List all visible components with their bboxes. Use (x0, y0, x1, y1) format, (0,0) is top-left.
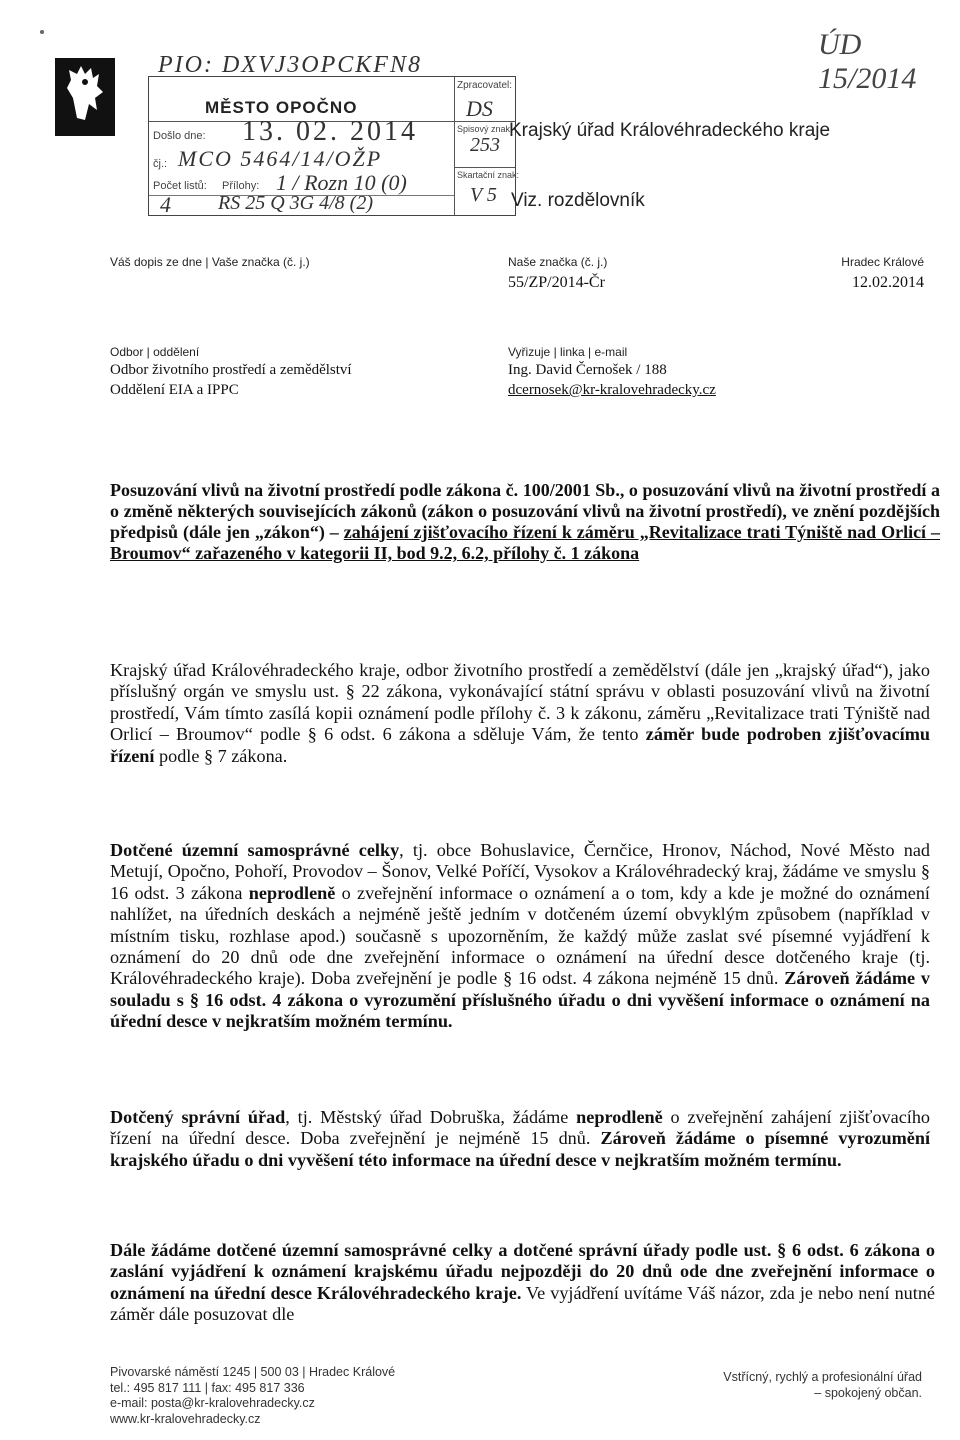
stamp-sheets-value: 4 (160, 192, 171, 217)
your-letter-label: Váš dopis ze dne | Vaše značka (č. j.) (110, 255, 310, 269)
footer-phone: tel.: 495 817 111 | fax: 495 817 336 (110, 1380, 305, 1395)
contact-email[interactable]: dcernosek@kr-kralovehradecky.cz (508, 382, 716, 398)
stamp-title: MĚSTO OPOČNO (205, 98, 358, 117)
footer-slogan-line2: – spokojený občan. (814, 1385, 922, 1400)
stamp-file-value: 253 (470, 134, 500, 156)
coat-of-arms-logo (55, 58, 115, 136)
footer-email[interactable]: e-mail: posta@kr-kralovehradecky.cz (110, 1396, 315, 1410)
p3-bold3: Zároveň žádáme o písemné vyrozumění krajského úřadu o dni vyvěšení této informace na úřední desce v nejkratším možném termínu. (110, 1128, 931, 1170)
authority-name: Krajský úřad Královéhradeckého kraje (509, 120, 831, 141)
p2-text-b: o zveřejnění informace o oznámení a o tom, kdy a kde je možné do oznámení nahlížet, na úředních deskách a nejméně ještě jedním v dotčeném území obvyklým způsobem (například v místním tisku, rozhlase apod.) současně s upozorněním, že každý může zaslat své písemné vyjádření k oznámení do 20 dnů ode dne zveřejnění informace o oznámení na úřední desce dotčeného kraje (tj. Královéhradeckého kraje). Doba zveřejnění je podle § 16 odst. 4 zákona nejméně 15 dnů. (110, 882, 930, 989)
recipient: Viz. rozdělovník (511, 190, 645, 211)
department-label: Odbor | oddělení (110, 345, 200, 359)
p3-text-b: o zveřejnění zahájení zjišťovacího řízení na úřední desce. Doba zveřejnění je nejméně 15 dnů. (110, 1107, 931, 1149)
handwritten-reference: ÚD 15/2014 (818, 28, 917, 95)
p3-bold2: neprodleně (576, 1107, 663, 1127)
stamp-handwriting-top: PIO: DXVJ3OPCKFN8 (158, 52, 422, 78)
stamp-bottom-value: RS 25 Q 3G 4/8 (2) (218, 192, 373, 214)
p3-bold1: Dotčený správní úřad (110, 1107, 286, 1127)
contact-label: Vyřizuje | linka | e-mail (508, 345, 628, 359)
footer-slogan (723, 1370, 922, 1401)
city-label: Hradec Králové (841, 255, 924, 269)
p4-text: Ve vyjádření uvítáme Váš názor, zda je nebo není nutné záměr dále posuzovat dle (110, 1282, 935, 1325)
stamp-attachments-label: Přílohy: (222, 180, 260, 192)
stamp-shred-label: Skartační znak: (457, 170, 520, 180)
footer-slogan-line1: Vstřícný, rychlý a profesionální úřad (723, 1370, 922, 1384)
p1-bold: záměr bude podroben zjišťovacímu řízení (110, 724, 931, 766)
stamp-sheets-label: Počet listů: (153, 180, 207, 192)
subject-part3: zahájení zjišťovacího řízení k záměru „Revitalizace trati Týniště nad Orlicí – Broumov“ zařazeného v kategorii II, bod 9.2, 6.2, přílohy č. 1 zákona (110, 522, 940, 563)
department-sub: Oddělení EIA a IPPC (110, 382, 239, 398)
stamp-ref-value: MCO 5464/14/OŽP (178, 146, 383, 171)
stamp-attachments-value: 1 / Rozn 10 (0) (276, 170, 407, 195)
stamp-shred-value: V 5 (470, 184, 497, 206)
footer-address: Pivovarské náměstí 1245 | 500 03 | Hradec Králové (110, 1365, 396, 1379)
p2-bold3: Zároveň žádáme v souladu s § 16 odst. 4 zákona o vyrozumění příslušného úřadu o dni vyvěšení informace o oznámení na úřední desce v nejkratším možném termínu. (110, 968, 930, 1032)
subject-part1: Posuzování vlivů na životní prostředí podle zákona č. 100/2001 Sb. (110, 480, 620, 500)
footer-web[interactable]: www.kr-kralovehradecky.cz (110, 1411, 261, 1426)
stamp-processor-value: DS (466, 96, 493, 121)
scan-dot (40, 30, 44, 34)
footer-contact (110, 1365, 395, 1427)
p1-text: Krajský úřad Královéhradeckého kraje, odbor životního prostředí a zemědělství (dále jen „krajský úřad“), jako příslušný orgán ve smyslu ust. § 22 zákona, vykonávající státní správu v oblasti posuzování vlivů na životní prostředí, Vám tímto zasílá kopii oznámení podle přílohy č. 3 k zákonu, záměru „Revitalizace trati Týniště nad Orlicí – Broumov“ podle § 6 odst. 6 zákona a sděluje Vám, že tento (110, 660, 930, 745)
contact-name: Ing. David Černošek / 188 (508, 362, 667, 378)
letter-subject (110, 480, 940, 564)
stamp-received-value: 13. 02. 2014 (242, 116, 418, 147)
stamp-received-label: Došlo dne: (153, 130, 206, 142)
p2-text-a: , tj. obce Bohuslavice, Černčice, Hronov, Náchod, Nové Město nad Metují, Opočno, Pohoří, Provodov – Šonov, Velké Poříčí, Vysokov a Královéhradecký kraj, žádáme ve smyslu § 16 odst. 3 zákona (110, 840, 930, 903)
stamp-file-label: Spisový znak: (457, 124, 513, 134)
p4-bold: Dále žádáme dotčené územní samosprávné celky a dotčené správní úřady podle ust. § 6 odst. 6 zákona o zaslání vyjádření k oznámení krajskému úřadu nejpozději do 20 dnů ode dne zveřejnění informace o oznámení na úřední desce Královéhradeckého kraje. (110, 1240, 935, 1303)
p3-text-a: , tj. Městský úřad Dobruška, žádáme (285, 1107, 577, 1127)
p1-end: podle § 7 zákona. (154, 745, 288, 766)
p2-bold1: Dotčené územní samosprávné celky (110, 840, 400, 860)
our-ref-label: Naše značka (č. j.) (508, 255, 608, 269)
paragraph-3 (110, 1107, 930, 1171)
paragraph-1 (110, 660, 930, 767)
stamp-ref-label: čj.: (153, 158, 168, 170)
p2-bold2: neprodleně (248, 882, 336, 903)
letter-date: 12.02.2014 (852, 274, 924, 291)
paragraph-4 (110, 1240, 935, 1326)
our-ref-value: 55/ZP/2014-Čr (508, 274, 605, 291)
department-value: Odbor životního prostředí a zemědělství (110, 362, 352, 378)
stamp-processor-label: Zpracovatel: (457, 80, 513, 91)
paragraph-2 (110, 840, 930, 1033)
subject-part2: , o posuzování vlivů na životní prostředí a o změně některých souvisejících zákonů (zákon o posuzování vlivů na životní prostředí), ve znění pozdějších předpisů (dále jen „zákon“) – (110, 480, 940, 542)
